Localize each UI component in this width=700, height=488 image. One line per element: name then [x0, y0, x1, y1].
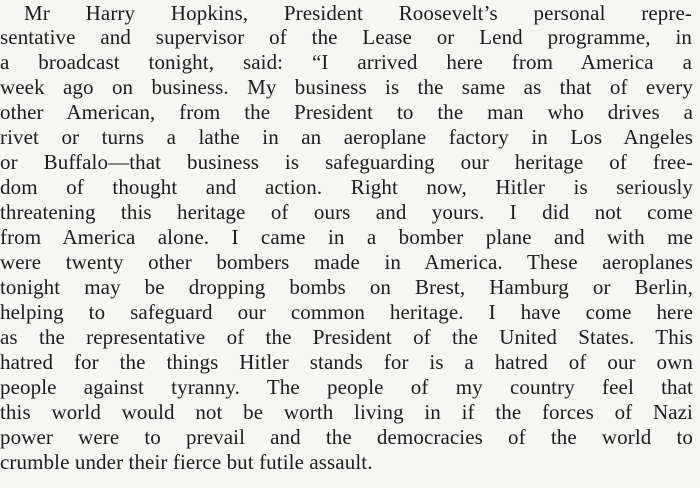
article-line: sentative and supervisor of the Lease or Lend programme, in [0, 25, 692, 49]
article-line: or Buffalo—that business is safeguarding our heritage of free- [0, 150, 693, 174]
article-line: threatening this heritage of ours and yours. I did not come [0, 200, 693, 224]
article-line: this world would not be worth living in if the forces of Nazi [0, 400, 693, 424]
article-line: people against tyranny. The people of my country feel that [0, 375, 693, 399]
article-line: rivet or turns a lathe in an aeroplane factory in Los Angeles [0, 125, 693, 149]
article-line: tonight may be dropping bombs on Brest, Hamburg or Berlin, [0, 275, 693, 299]
article-line: a broadcast tonight, said: “I arrived here from America a [0, 50, 692, 74]
article-line: Mr Harry Hopkins, President Roosevelt’s personal repre- [24, 1, 692, 25]
article-line: from America alone. I came in a bomber plane and with me [0, 225, 693, 249]
article-line-last: crumble under their fierce but futile assault. [0, 450, 373, 474]
article-line: hatred for the things Hitler stands for is a hatred of our own [0, 350, 693, 374]
article-line: helping to safeguard our common heritage. I have come here [0, 300, 693, 324]
article-line: week ago on business. My business is the same as that of every [0, 75, 693, 99]
article-line: power were to prevail and the democracies of the world to [0, 425, 693, 449]
article-line: as the representative of the President of the United States. This [0, 325, 693, 349]
article-line: dom of thought and action. Right now, Hitler is seriously [0, 175, 693, 199]
article-line: other American, from the President to the man who drives a [0, 100, 693, 124]
article-line: were twenty other bombers made in America. These aeroplanes [0, 250, 693, 274]
